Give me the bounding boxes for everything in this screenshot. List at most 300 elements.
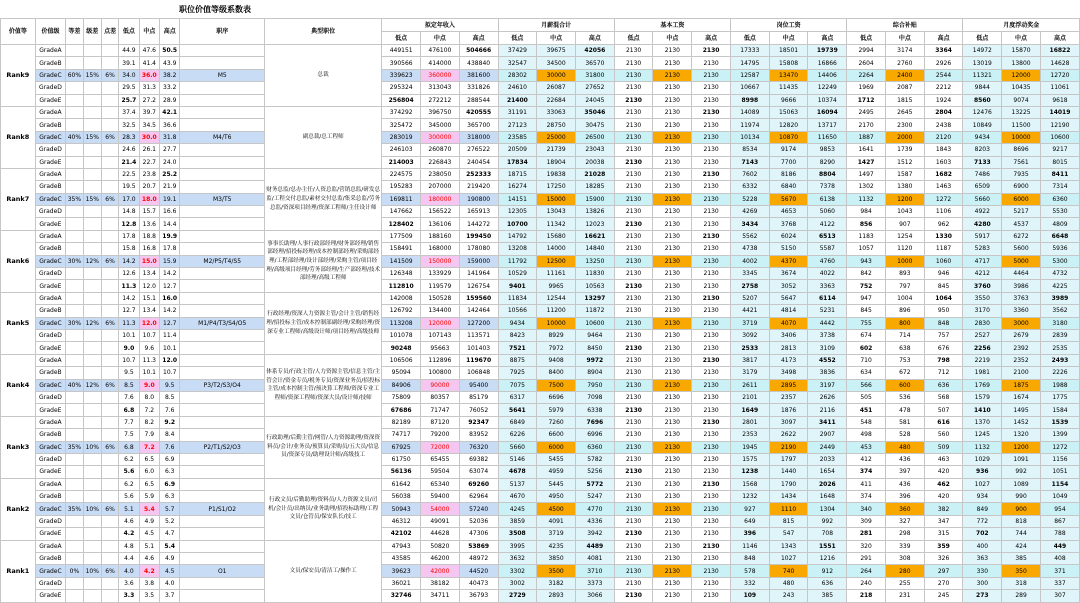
- table-row: [1, 243, 1080, 255]
- value-cell: 2130: [614, 441, 653, 453]
- value-cell: 4922: [963, 206, 1002, 218]
- grade-label: GradeC: [35, 317, 66, 329]
- job-order: [180, 106, 265, 118]
- value-cell: 21739: [537, 144, 576, 156]
- point-high: 10.7: [160, 367, 180, 379]
- value-cell: 30000: [537, 69, 576, 81]
- value-cell: 2130: [692, 491, 731, 503]
- level-diff: [83, 305, 101, 317]
- grade-diff: [66, 429, 83, 441]
- value-cell: 28750: [537, 119, 576, 131]
- value-cell: 2130: [614, 317, 653, 329]
- value-cell: 2101: [730, 391, 769, 403]
- point-mid: 5.1: [139, 540, 159, 552]
- value-cell: 4442: [808, 317, 847, 329]
- level-diff: [83, 429, 101, 441]
- value-cell: 5530: [1040, 206, 1079, 218]
- level-diff: [83, 391, 101, 403]
- table-row: [1, 478, 1080, 490]
- point-low: 34.0: [119, 69, 139, 81]
- point-high: 4.0: [160, 577, 180, 589]
- table-row: [1, 404, 1080, 416]
- grade-diff: [66, 206, 83, 218]
- value-cell: 49091: [421, 515, 460, 527]
- value-cell: 396750: [421, 106, 460, 118]
- value-cell: 8186: [769, 168, 808, 180]
- sub-header-low: 低点: [382, 32, 421, 45]
- value-cell: 325472: [382, 119, 421, 131]
- grade-label: GradeD: [35, 391, 66, 403]
- value-cell: 13208: [498, 243, 537, 255]
- value-cell: 984: [847, 206, 886, 218]
- value-cell: 848: [924, 317, 963, 329]
- point-high: 4.5: [160, 565, 180, 577]
- table-row: [1, 193, 1080, 205]
- sub-header-high: 高点: [575, 32, 614, 45]
- value-cell: 390566: [382, 57, 421, 69]
- point-low: 17.8: [119, 230, 139, 242]
- value-cell: 1156: [1040, 453, 1079, 465]
- value-cell: 7378: [808, 181, 847, 193]
- value-cell: 4002: [730, 255, 769, 267]
- value-cell: 2130: [614, 82, 653, 94]
- grade-diff: [66, 168, 83, 180]
- point-mid: 11.3: [139, 354, 159, 366]
- point-mid: 36.0: [139, 69, 159, 81]
- value-cell: 8875: [498, 354, 537, 366]
- value-cell: 5300: [1040, 255, 1079, 267]
- point-mid: 5.9: [139, 491, 159, 503]
- point-diff: [101, 144, 118, 156]
- value-cell: 19739: [808, 45, 847, 57]
- value-cell: 150000: [421, 255, 460, 267]
- level-diff: [83, 590, 101, 602]
- grade-diff: [66, 82, 83, 94]
- grade-label: GradeB: [35, 243, 66, 255]
- value-cell: 61642: [382, 478, 421, 490]
- point-diff: [101, 553, 118, 565]
- grade-diff: [66, 553, 83, 565]
- job-order: [180, 292, 265, 304]
- value-cell: 142008: [382, 292, 421, 304]
- value-cell: 85179: [459, 391, 498, 403]
- point-high: 6.3: [160, 491, 180, 503]
- value-cell: 548: [847, 416, 886, 428]
- point-diff: [101, 491, 118, 503]
- value-cell: 507: [924, 404, 963, 416]
- value-cell: 331826: [459, 82, 498, 94]
- level-diff: [83, 416, 101, 428]
- value-cell: 3550: [963, 292, 1002, 304]
- value-cell: 106848: [459, 367, 498, 379]
- value-cell: 2130: [692, 243, 731, 255]
- value-cell: 990: [1002, 491, 1041, 503]
- point-diff: [101, 590, 118, 602]
- value-cell: 326: [924, 553, 963, 565]
- value-cell: 190800: [459, 193, 498, 205]
- value-cell: 1343: [769, 540, 808, 552]
- value-cell: 10563: [575, 280, 614, 292]
- grade-diff: [66, 329, 83, 341]
- table-row: [1, 342, 1080, 354]
- value-cell: 708: [808, 528, 847, 540]
- grade-diff: 30%: [66, 255, 83, 267]
- value-cell: 954: [1040, 503, 1079, 515]
- value-cell: 2438: [924, 119, 963, 131]
- grade-label: GradeE: [35, 280, 66, 292]
- value-cell: 10566: [498, 305, 537, 317]
- value-cell: 32547: [498, 57, 537, 69]
- value-cell: 320: [847, 540, 886, 552]
- grade-diff: [66, 45, 83, 57]
- value-cell: 5217: [1002, 206, 1041, 218]
- grade-label: GradeC: [35, 379, 66, 391]
- value-cell: 75809: [382, 391, 421, 403]
- point-diff: [101, 82, 118, 94]
- point-diff: 6%: [101, 193, 118, 205]
- value-cell: 7925: [498, 367, 537, 379]
- value-cell: 3345: [730, 268, 769, 280]
- value-cell: 50943: [382, 503, 421, 515]
- value-cell: 2994: [847, 45, 886, 57]
- level-diff: [83, 292, 101, 304]
- value-cell: 12023: [575, 218, 614, 230]
- job-order: [180, 491, 265, 503]
- value-cell: 5146: [498, 453, 537, 465]
- value-cell: 113208: [382, 317, 421, 329]
- point-diff: [101, 94, 118, 106]
- value-cell: 214003: [382, 156, 421, 168]
- value-cell: 255: [885, 577, 924, 589]
- point-mid: 12.0: [139, 317, 159, 329]
- value-cell: 2130: [653, 305, 692, 317]
- value-cell: 47306: [459, 528, 498, 540]
- value-cell: 5979: [537, 404, 576, 416]
- point-high: 50.5: [160, 45, 180, 57]
- sub-header-low: 低点: [963, 32, 1002, 45]
- value-cell: 528: [885, 429, 924, 441]
- value-cell: 9464: [575, 329, 614, 341]
- value-cell: 7098: [575, 391, 614, 403]
- value-cell: 4770: [575, 503, 614, 515]
- value-cell: 845: [924, 280, 963, 292]
- value-cell: 26500: [575, 131, 614, 143]
- value-cell: 5231: [808, 305, 847, 317]
- value-cell: 1380: [885, 181, 924, 193]
- point-diff: [101, 57, 118, 69]
- value-cell: 31191: [498, 106, 537, 118]
- value-cell: 1495: [1002, 404, 1041, 416]
- value-cell: 752: [847, 280, 886, 292]
- point-mid: 13.4: [139, 305, 159, 317]
- value-cell: 2926: [924, 57, 963, 69]
- value-cell: 3170: [963, 305, 1002, 317]
- rank-label: Rank1: [1, 540, 36, 602]
- value-cell: 339: [885, 540, 924, 552]
- value-cell: 1238: [730, 466, 769, 478]
- value-cell: 11792: [498, 255, 537, 267]
- value-cell: 315: [924, 528, 963, 540]
- point-low: 10.7: [119, 354, 139, 366]
- value-cell: 3197: [808, 379, 847, 391]
- value-cell: 4212: [963, 268, 1002, 280]
- value-cell: 9666: [769, 94, 808, 106]
- value-cell: 47943: [382, 540, 421, 552]
- grade-label: GradeB: [35, 553, 66, 565]
- value-cell: 53869: [459, 540, 498, 552]
- value-cell: 9972: [575, 354, 614, 366]
- value-cell: 436: [885, 478, 924, 490]
- value-cell: 3097: [769, 416, 808, 428]
- value-cell: 7260: [537, 416, 576, 428]
- value-cell: 7602: [730, 168, 769, 180]
- value-cell: 218: [847, 590, 886, 602]
- value-cell: 79200: [421, 429, 460, 441]
- grade-label: GradeB: [35, 57, 66, 69]
- grade-diff: [66, 218, 83, 230]
- point-diff: [101, 367, 118, 379]
- value-cell: 1064: [924, 292, 963, 304]
- value-cell: 347: [924, 515, 963, 527]
- value-cell: 141509: [382, 255, 421, 267]
- value-cell: 2130: [614, 45, 653, 57]
- typical-jobs: 行政文员/后勤助理/资料员/人力资源文员/司机/会计员/出纳员/业务助理/招投标助理/工程文员/仓管员/保安队长/技工: [265, 478, 382, 540]
- value-cell: 2130: [692, 168, 731, 180]
- point-low: 4.6: [119, 515, 139, 527]
- value-cell: 76320: [459, 441, 498, 453]
- table-row: [1, 156, 1080, 168]
- value-cell: 4173: [769, 354, 808, 366]
- value-cell: 65340: [421, 478, 460, 490]
- value-cell: 1969: [847, 82, 886, 94]
- value-cell: 113571: [459, 329, 498, 341]
- table-row: [1, 305, 1080, 317]
- value-cell: 6332: [730, 181, 769, 193]
- value-cell: 1200: [885, 193, 924, 205]
- value-cell: 3182: [537, 577, 576, 589]
- value-cell: 2130: [614, 590, 653, 602]
- value-cell: 2130: [614, 156, 653, 168]
- value-cell: 15870: [1002, 45, 1041, 57]
- value-cell: 845: [847, 305, 886, 317]
- grade-diff: [66, 156, 83, 168]
- grade-diff: [66, 590, 83, 602]
- level-diff: [83, 106, 101, 118]
- table-row: [1, 82, 1080, 94]
- job-order: [180, 280, 265, 292]
- value-cell: 177509: [382, 230, 421, 242]
- typical-jobs: 行政助理/后勤主管/网管/人力资源助理/资深资料员/会计/业务员/预算员/采购员/五大员/信息员/资深专员/助理设计师/高级技工: [265, 416, 382, 478]
- point-mid: 30.0: [139, 131, 159, 143]
- value-cell: 2256: [963, 342, 1002, 354]
- value-cell: 5562: [730, 230, 769, 242]
- value-cell: 772: [963, 515, 1002, 527]
- value-cell: 36021: [382, 577, 421, 589]
- value-cell: 59504: [421, 466, 460, 478]
- value-cell: 337: [1040, 577, 1079, 589]
- value-cell: 8015: [1040, 156, 1079, 168]
- grade-label: GradeE: [35, 404, 66, 416]
- value-cell: 2130: [614, 94, 653, 106]
- value-cell: 2130: [653, 268, 692, 280]
- value-cell: 11872: [575, 305, 614, 317]
- table-row: [1, 577, 1080, 589]
- value-cell: 260870: [421, 144, 460, 156]
- value-cell: 992: [808, 515, 847, 527]
- value-cell: 252333: [459, 168, 498, 180]
- table-row: [1, 119, 1080, 131]
- value-cell: 1302: [847, 181, 886, 193]
- value-cell: 11161: [537, 268, 576, 280]
- value-cell: 82189: [382, 416, 421, 428]
- value-cell: 3674: [769, 268, 808, 280]
- value-cell: 2130: [692, 367, 731, 379]
- hdr-grade: 价值级: [35, 19, 66, 45]
- value-cell: 10600: [575, 317, 614, 329]
- job-order: [180, 305, 265, 317]
- value-cell: 2130: [692, 144, 731, 156]
- value-cell: 142464: [459, 305, 498, 317]
- table-row: [1, 45, 1080, 57]
- value-cell: 2130: [653, 491, 692, 503]
- point-high: 4.9: [160, 553, 180, 565]
- point-diff: [101, 280, 118, 292]
- value-cell: 400: [963, 540, 1002, 552]
- point-low: 9.5: [119, 367, 139, 379]
- rank-label: Rank2: [1, 478, 36, 540]
- value-cell: 3719: [730, 317, 769, 329]
- value-cell: 2544: [924, 69, 963, 81]
- value-cell: 408: [1040, 553, 1079, 565]
- value-cell: 10529: [498, 268, 537, 280]
- point-low: 7.6: [119, 391, 139, 403]
- typical-jobs: 副总裁/总工程师: [265, 106, 382, 168]
- value-cell: 2130: [692, 565, 731, 577]
- value-cell: 345000: [421, 119, 460, 131]
- value-cell: 2830: [963, 317, 1002, 329]
- point-mid: 9.0: [139, 379, 159, 391]
- value-cell: 109: [730, 590, 769, 602]
- value-cell: 462: [924, 478, 963, 490]
- job-order: [180, 156, 265, 168]
- value-cell: 106506: [382, 354, 421, 366]
- value-cell: 2130: [614, 354, 653, 366]
- value-cell: 2130: [614, 577, 653, 589]
- point-low: 15.8: [119, 243, 139, 255]
- value-cell: 19838: [537, 168, 576, 180]
- value-cell: 385: [1002, 553, 1041, 565]
- value-cell: 6840: [769, 181, 808, 193]
- value-cell: 350: [1002, 565, 1041, 577]
- grade-label: GradeA: [35, 45, 66, 57]
- value-cell: 11342: [537, 218, 576, 230]
- value-cell: 339623: [382, 69, 421, 81]
- grade-diff: [66, 181, 83, 193]
- value-cell: 270: [924, 577, 963, 589]
- grade-diff: [66, 305, 83, 317]
- point-high: 10.1: [160, 342, 180, 354]
- value-cell: 3995: [498, 540, 537, 552]
- value-cell: 5060: [808, 206, 847, 218]
- value-cell: 1027: [963, 478, 1002, 490]
- table-row: [1, 106, 1080, 118]
- value-cell: 3768: [769, 218, 808, 230]
- value-cell: 1512: [885, 156, 924, 168]
- point-high: 31.8: [160, 131, 180, 143]
- value-cell: 17834: [498, 156, 537, 168]
- point-high: 38.2: [160, 69, 180, 81]
- hdr-annual-income: 拟定年收入: [382, 19, 498, 32]
- value-cell: 90000: [421, 379, 460, 391]
- rank-label: Rank7: [1, 168, 36, 230]
- value-cell: 101078: [382, 329, 421, 341]
- value-cell: 2087: [885, 82, 924, 94]
- point-high: 33.2: [160, 82, 180, 94]
- value-cell: 256804: [382, 94, 421, 106]
- value-cell: 71747: [421, 404, 460, 416]
- value-cell: 100800: [421, 367, 460, 379]
- value-cell: 42056: [575, 45, 614, 57]
- value-cell: 1579: [963, 391, 1002, 403]
- value-cell: 207000: [421, 181, 460, 193]
- value-cell: 63074: [459, 466, 498, 478]
- value-cell: 10134: [730, 131, 769, 143]
- value-cell: 2130: [692, 131, 731, 143]
- value-cell: 1769: [963, 379, 1002, 391]
- grade-label: GradeB: [35, 119, 66, 131]
- value-cell: 4225: [1040, 280, 1079, 292]
- point-low: 4.4: [119, 553, 139, 565]
- table-row: [1, 466, 1080, 478]
- value-cell: 9174: [769, 144, 808, 156]
- value-cell: 38182: [421, 577, 460, 589]
- point-low: 5.6: [119, 466, 139, 478]
- value-cell: 7075: [498, 379, 537, 391]
- value-cell: 2535: [1040, 342, 1079, 354]
- value-cell: 950: [924, 305, 963, 317]
- point-mid: 8.2: [139, 416, 159, 428]
- point-diff: [101, 119, 118, 131]
- value-cell: 3411: [808, 416, 847, 428]
- value-cell: 3002: [498, 577, 537, 589]
- table-row: [1, 565, 1080, 577]
- value-cell: 2130: [692, 466, 731, 478]
- value-cell: 10000: [1002, 131, 1041, 143]
- value-cell: 13250: [575, 255, 614, 267]
- value-cell: 291: [847, 553, 886, 565]
- value-cell: 414000: [421, 57, 460, 69]
- point-diff: [101, 342, 118, 354]
- point-low: 32.5: [119, 119, 139, 131]
- value-cell: 2130: [614, 515, 653, 527]
- value-cell: 755: [847, 317, 886, 329]
- point-mid: 15.1: [139, 292, 159, 304]
- value-cell: 2130: [692, 379, 731, 391]
- point-low: 5.6: [119, 491, 139, 503]
- point-diff: [101, 429, 118, 441]
- value-cell: 1452: [1002, 416, 1041, 428]
- value-cell: 2170: [847, 119, 886, 131]
- value-cell: 13717: [808, 119, 847, 131]
- point-diff: [101, 416, 118, 428]
- value-cell: 788: [1040, 528, 1079, 540]
- value-cell: 2130: [653, 280, 692, 292]
- value-cell: 34711: [421, 590, 460, 602]
- level-diff: [83, 354, 101, 366]
- value-cell: 92347: [459, 416, 498, 428]
- value-cell: 10374: [808, 94, 847, 106]
- value-cell: 5641: [498, 404, 537, 416]
